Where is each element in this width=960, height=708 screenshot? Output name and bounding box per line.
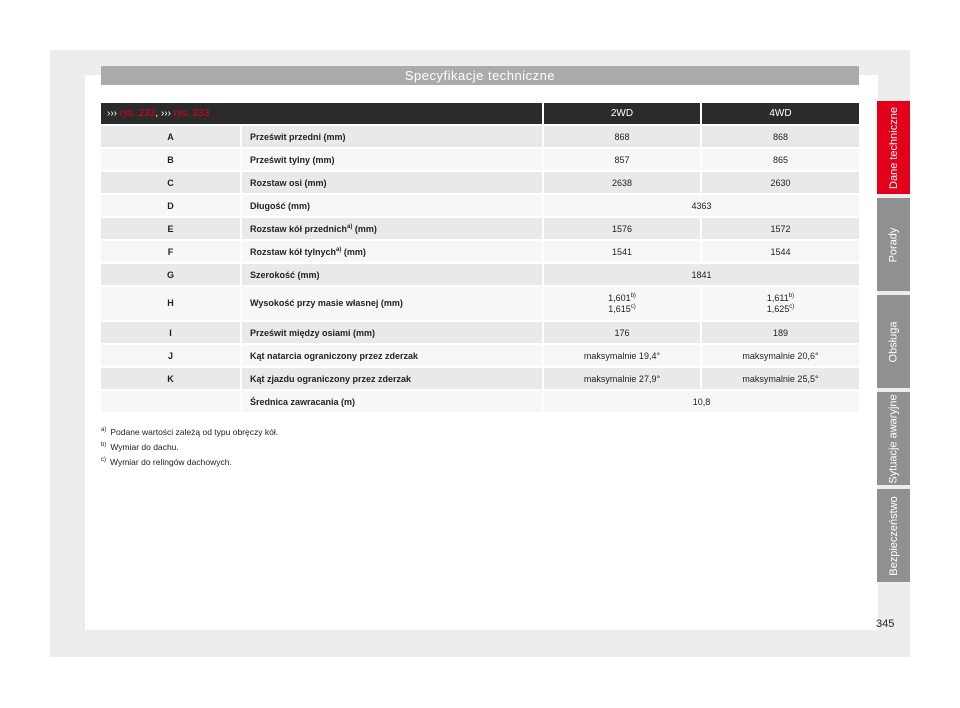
row-code: C bbox=[101, 172, 240, 193]
xref-arrow-2: ››› bbox=[160, 108, 171, 119]
table-row bbox=[101, 149, 859, 170]
spec-table bbox=[101, 101, 859, 414]
tab-sytuacje-awaryjne[interactable]: Sytuacje awaryjne bbox=[877, 392, 910, 485]
footnote-ref: a) bbox=[336, 246, 342, 253]
footnote-ref: a) bbox=[347, 223, 353, 230]
column-header-4wd: 4WD bbox=[700, 103, 859, 124]
table-row bbox=[101, 241, 859, 262]
value-4wd: 1572 bbox=[700, 218, 859, 239]
row-label: Rozstaw osi (mm) bbox=[240, 172, 542, 193]
value-2wd: 868 bbox=[542, 126, 700, 147]
row-code: H bbox=[101, 287, 240, 320]
table-row bbox=[101, 126, 859, 147]
footnotes bbox=[101, 425, 278, 470]
value-4wd: 1,611$^{b)}$ 1,625$^{c)}$ bbox=[700, 287, 859, 320]
value-4wd: 2630 bbox=[700, 172, 859, 193]
value-4wd: 868 bbox=[700, 126, 859, 147]
value-4wd: maksymalnie 20,6° bbox=[700, 345, 859, 366]
row-label: Prześwit tylny (mm) bbox=[240, 149, 542, 170]
table-row bbox=[101, 391, 859, 412]
value-4wd: 1544 bbox=[700, 241, 859, 262]
value-2wd: 1541 bbox=[542, 241, 700, 262]
table-row bbox=[101, 264, 859, 285]
row-label: Rozstaw kół tylnych$^{a)}$ (mm) bbox=[240, 241, 542, 262]
page-title: Specyfikacje techniczne bbox=[101, 66, 859, 85]
tab-porady[interactable]: Porady bbox=[877, 198, 910, 291]
column-header-2wd: 2WD bbox=[542, 103, 700, 124]
value-merged: 1841 bbox=[542, 264, 859, 285]
table-header-row bbox=[101, 103, 859, 124]
row-code: G bbox=[101, 264, 240, 285]
table-row bbox=[101, 345, 859, 366]
value-4wd: maksymalnie 25,5° bbox=[700, 368, 859, 389]
table-row bbox=[101, 218, 859, 239]
table-row bbox=[101, 287, 859, 320]
table-row bbox=[101, 195, 859, 216]
figure-reference: ››› rys. 232, ››› rys. 233 bbox=[101, 103, 542, 124]
value-2wd: 176 bbox=[542, 322, 700, 343]
value-2wd: 1,601$^{b)}$ 1,615$^{c)}$ bbox=[542, 287, 700, 320]
table-row bbox=[101, 368, 859, 389]
table-row bbox=[101, 172, 859, 193]
value-4wd: 189 bbox=[700, 322, 859, 343]
row-code: J bbox=[101, 345, 240, 366]
row-label: Wysokość przy masie własnej (mm) bbox=[240, 287, 542, 320]
xref-arrow-1: ››› bbox=[107, 108, 117, 119]
value-merged: 10,8 bbox=[542, 391, 859, 412]
value-2wd: maksymalnie 27,9° bbox=[542, 368, 700, 389]
value-2wd: maksymalnie 19,4° bbox=[542, 345, 700, 366]
footnote-a: $^{a)}$ Podane wartości zależą od typu obręczy kół. bbox=[101, 427, 279, 437]
row-label: Prześwit przedni (mm) bbox=[240, 126, 542, 147]
row-code: B bbox=[101, 149, 240, 170]
row-code bbox=[101, 391, 240, 412]
row-code: A bbox=[101, 126, 240, 147]
value-4wd: 865 bbox=[700, 149, 859, 170]
value-merged: 4363 bbox=[542, 195, 859, 216]
row-label: Kąt natarcia ograniczony przez zderzak bbox=[240, 345, 542, 366]
tab-bezpieczenstwo[interactable]: Bezpieczeństwo bbox=[877, 489, 910, 582]
tab-dane-techniczne[interactable]: Dane techniczne bbox=[877, 101, 910, 194]
row-label: Szerokość (mm) bbox=[240, 264, 542, 285]
row-code: D bbox=[101, 195, 240, 216]
row-label: Rozstaw kół przednich$^{a)}$ (mm) bbox=[240, 218, 542, 239]
value-2wd: 1576 bbox=[542, 218, 700, 239]
row-code: K bbox=[101, 368, 240, 389]
row-code: I bbox=[101, 322, 240, 343]
table-row bbox=[101, 322, 859, 343]
row-label: Kąt zjazdu ograniczony przez zderzak bbox=[240, 368, 542, 389]
value-2wd: 857 bbox=[542, 149, 700, 170]
footnote-b: $^{b)}$ Wymiar do dachu. bbox=[101, 442, 179, 452]
link-fig-232[interactable]: rys. 232 bbox=[119, 108, 156, 119]
value-2wd: 2638 bbox=[542, 172, 700, 193]
row-code: E bbox=[101, 218, 240, 239]
row-label: Prześwit między osiami (mm) bbox=[240, 322, 542, 343]
row-label: Długość (mm) bbox=[240, 195, 542, 216]
row-code: F bbox=[101, 241, 240, 262]
footnote-c: $^{c)}$ Wymiar do relingów dachowych. bbox=[101, 457, 232, 467]
page-number: 345 bbox=[876, 618, 895, 630]
tab-obsluga[interactable]: Obsługa bbox=[877, 295, 910, 388]
row-label: Średnica zawracania (m) bbox=[240, 391, 542, 412]
link-fig-233[interactable]: rys. 233 bbox=[173, 108, 210, 119]
